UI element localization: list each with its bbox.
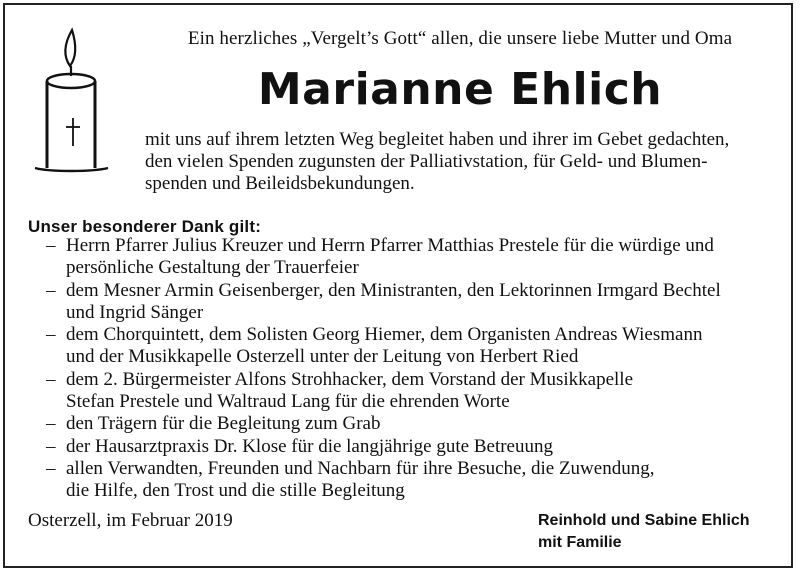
dash-bullet: –	[46, 279, 56, 301]
dash-bullet: –	[46, 368, 56, 390]
paragraph-line: spenden und Beileidsbekundungen.	[145, 173, 415, 194]
list-item	[46, 280, 776, 325]
signature-line: Reinhold und Sabine Ehlich	[538, 512, 750, 529]
list-item-line: dem 2. Bürgermeister Alfons Strohhacker, dem Vorstand der Musikkapelle	[66, 368, 634, 390]
thanks-paragraph	[145, 129, 777, 195]
list-item	[46, 436, 776, 458]
list-item-line: dem Mesner Armin Geisenberger, den Ministranten, den Lektorinnen Irmgard Bechtel	[66, 279, 721, 301]
list-item	[46, 458, 776, 503]
list-item-line: Herrn Pfarrer Julius Kreuzer und Herrn Pfarrer Matthias Prestele für die würdige und	[66, 235, 714, 256]
list-item-line: und der Musikkapelle Osterzell unter der Leitung von Herbert Ried	[66, 346, 579, 368]
place-date: Osterzell, im Februar 2019	[28, 510, 233, 531]
dash-bullet: –	[46, 235, 56, 256]
candle-cross-icon	[30, 26, 110, 186]
dash-bullet: –	[46, 435, 56, 457]
paragraph-line: den vielen Spenden zugunsten der Palliativstation, für Geld- und Blumen-	[145, 151, 708, 172]
list-item-line: allen Verwandten, Freunden und Nachbarn für ihre Besuche, die Zuwendung,	[66, 457, 655, 479]
list-item-line: dem Chorquintett, dem Solisten Georg Hiemer, dem Organisten Andreas Wiesmann	[66, 324, 703, 346]
list-item-line: den Trägern für die Begleitung zum Grab	[66, 413, 381, 435]
dash-bullet: –	[46, 457, 56, 479]
deceased-name: Marianne Ehlich	[257, 64, 663, 115]
list-item	[46, 324, 776, 369]
list-item-line: die Hilfe, den Trost und die stille Begleitung	[66, 480, 405, 502]
signature	[538, 510, 750, 554]
intro-line: Ein herzliches „Vergelt’s Gott“ allen, die unsere liebe Mutter und Oma	[187, 28, 733, 49]
list-item	[46, 235, 776, 280]
list-item-line: persönliche Gestaltung der Trauerfeier	[66, 257, 359, 279]
thanks-heading: Unser besonderer Dank gilt:	[28, 217, 262, 236]
list-item	[46, 413, 776, 435]
dash-bullet: –	[46, 324, 56, 346]
signature-line: mit Familie	[538, 534, 622, 551]
paragraph-line: mit uns auf ihrem letzten Weg begleitet haben und ihrer im Gebet gedachten,	[145, 129, 730, 150]
list-item	[46, 369, 776, 414]
list-item-line: Stefan Prestele und Waltraud Lang für die ehrenden Worte	[66, 391, 510, 413]
thanks-list	[46, 235, 776, 503]
list-item-line: und Ingrid Sänger	[66, 301, 204, 323]
list-item-line: der Hausarztpraxis Dr. Klose für die langjährige gute Betreuung	[66, 435, 553, 457]
dash-bullet: –	[46, 413, 56, 435]
